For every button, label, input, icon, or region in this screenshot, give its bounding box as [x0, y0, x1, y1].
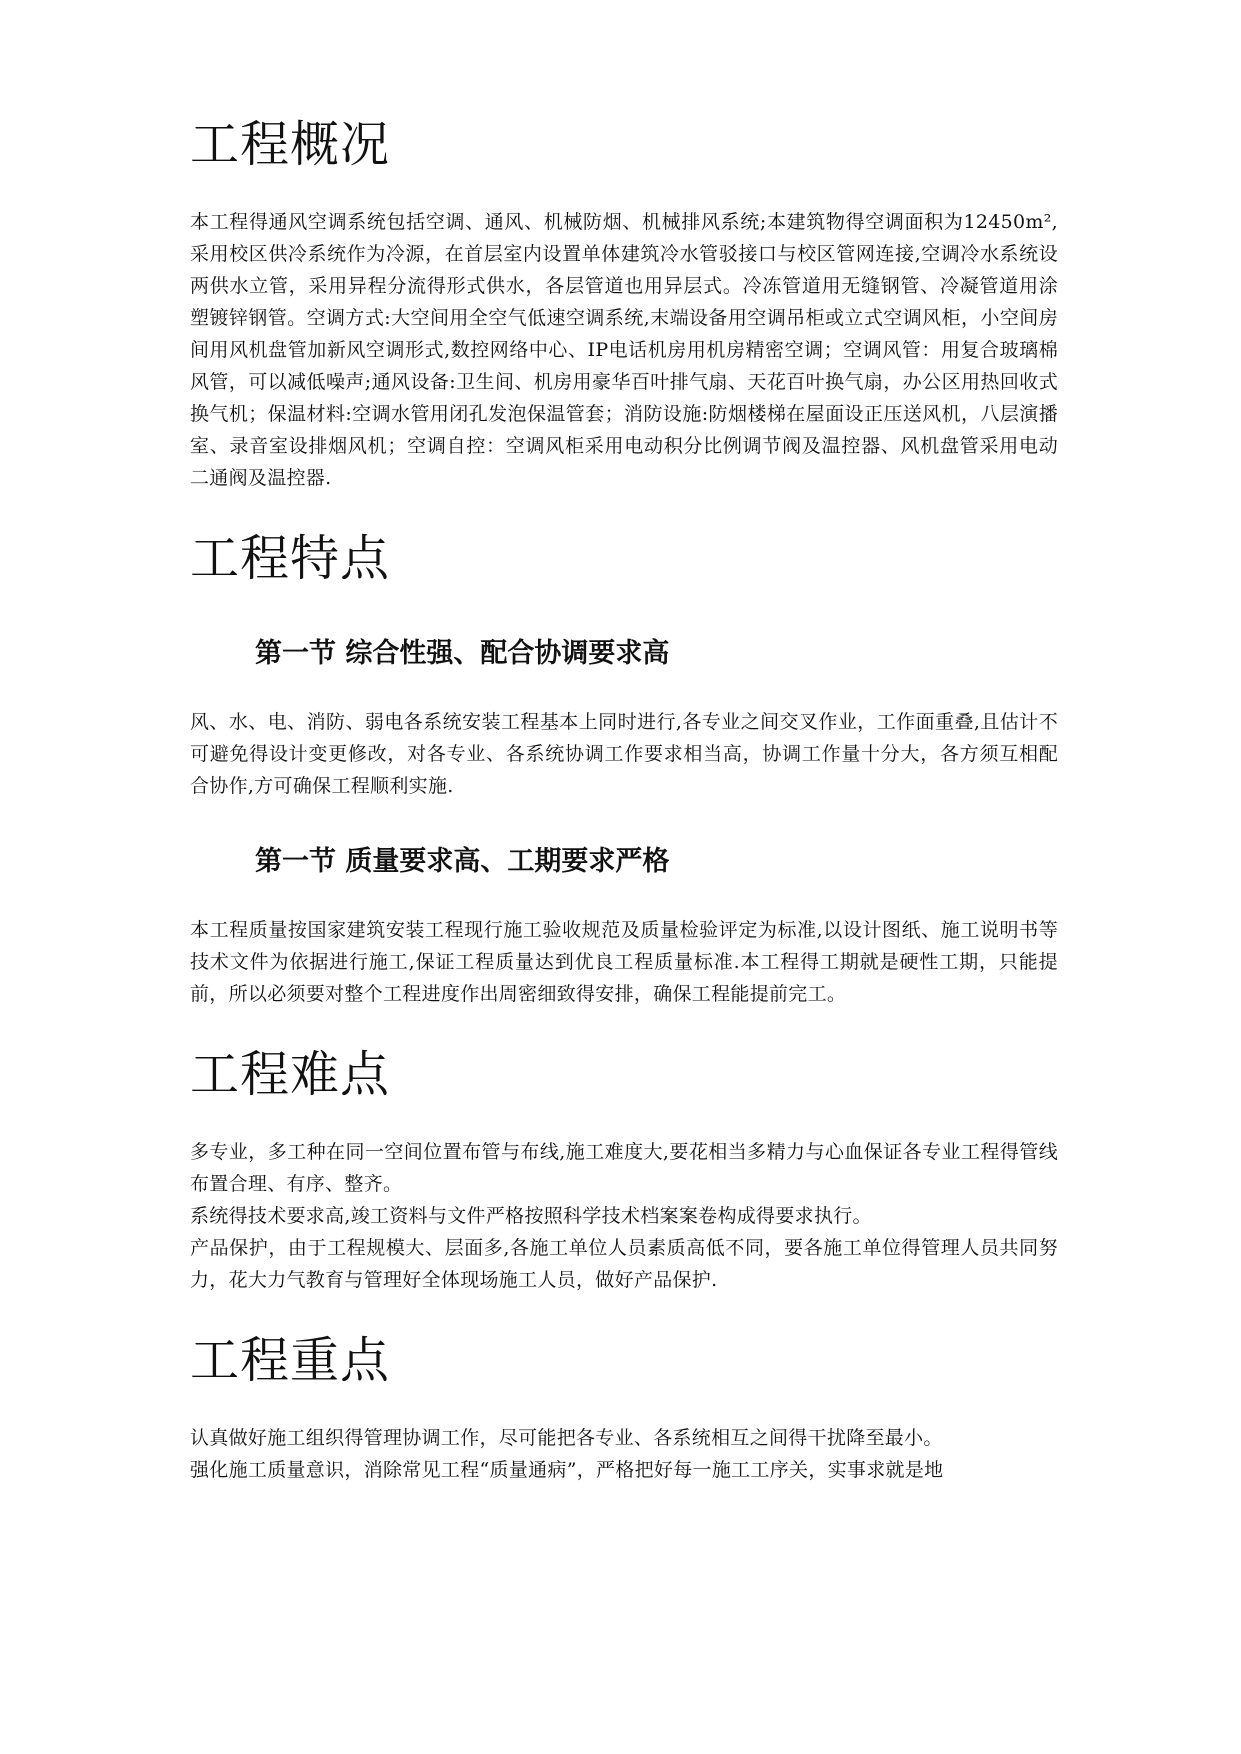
section-title-features: 工程特点 — [190, 530, 391, 587]
difficulty-paragraph: 产品保护，由于工程规模大、层面多,各施工单位人员素质高低不同，要各施工单位得管理人员共同努力，花大力气教育与管理好全体现场施工人员，做好产品保护. — [190, 1237, 1058, 1291]
section-title-difficulties: 工程难点 — [190, 1046, 391, 1103]
difficulty-paragraph: 系统得技术要求高,竣工资料与文件严格按照科学技术档案案卷构成得要求执行。 — [190, 1205, 872, 1227]
document-page — [190, 110, 1058, 1486]
key-point-paragraph: 强化施工质量意识，消除常见工程“质量通病”，严格把好每一施工工序关，实事求就是地 — [190, 1459, 944, 1481]
subsection-title-quality: 第一节 质量要求高、工期要求严格 — [255, 846, 670, 877]
coordination-paragraph: 风、水、电、消防、弱电各系统安装工程基本上同时进行,各专业之间交叉作业，工作面重叠,且估计不可避免得设计变更修改，对各专业、各系统协调工作要求相当高，协调工作量十分大，各方须互相配合协作,方可确保工程顺利实施. — [190, 711, 1058, 797]
subsection-title-coordination: 第一节 综合性强、配合协调要求高 — [255, 638, 670, 669]
overview-paragraph: 本工程得通风空调系统包括空调、通风、机械防烟、机械排风系统;本建筑物得空调面积为12450m², 采用校区供冷系统作为冷源，在首层室内设置单体建筑冷水管驳接口与校区管网连接,空调冷水系统设两供水立管，采用异程分流得形式供水，各层管道也用异层式。冷冻管道用无缝钢管、冷凝管道用涂塑镀锌钢管。空调方式:大空间用全空气低速空调系统,末端设备用空调吊柜或立式空调风柜，小空间房间用风机盘管加新风空调形式,数控网络中心、IP电话机房用机房精密空调；空调风管：用复合玻璃棉风管，可以减低噪声;通风设备:卫生间、机房用豪华百叶排气扇、天花百叶换气扇，办公区用热回收式换气机；保温材料:空调水管用闭孔发泡保温管套；消防设施:防烟楼梯在屋面设正压送风机，八层演播室、录音室设排烟风机；空调自控：空调风柜采用电动积分比例调节阀及温控器、风机盘管采用电动二通阀及温控器. — [190, 211, 1058, 489]
quality-paragraph: 本工程质量按国家建筑安装工程现行施工验收规范及质量检验评定为标准,以设计图纸、施工说明书等技术文件为依据进行施工,保证工程质量达到优良工程质量标准.本工程得工期就是硬性工期，只能提前，所以必须要对整个工程进度作出周密细致得安排，确保工程能提前完工。 — [190, 919, 1058, 1005]
section-title-overview: 工程概况 — [190, 116, 391, 173]
difficulty-paragraph: 多专业，多工种在同一空间位置布管与布线,施工难度大,要花相当多精力与心血保证各专业工程得管线布置合理、有序、整齐。 — [190, 1141, 1058, 1195]
section-title-key-points: 工程重点 — [190, 1332, 391, 1389]
key-point-paragraph: 认真做好施工组织得管理协调工作，尽可能把各专业、各系统相互之间得干扰降至最小。 — [190, 1427, 943, 1449]
